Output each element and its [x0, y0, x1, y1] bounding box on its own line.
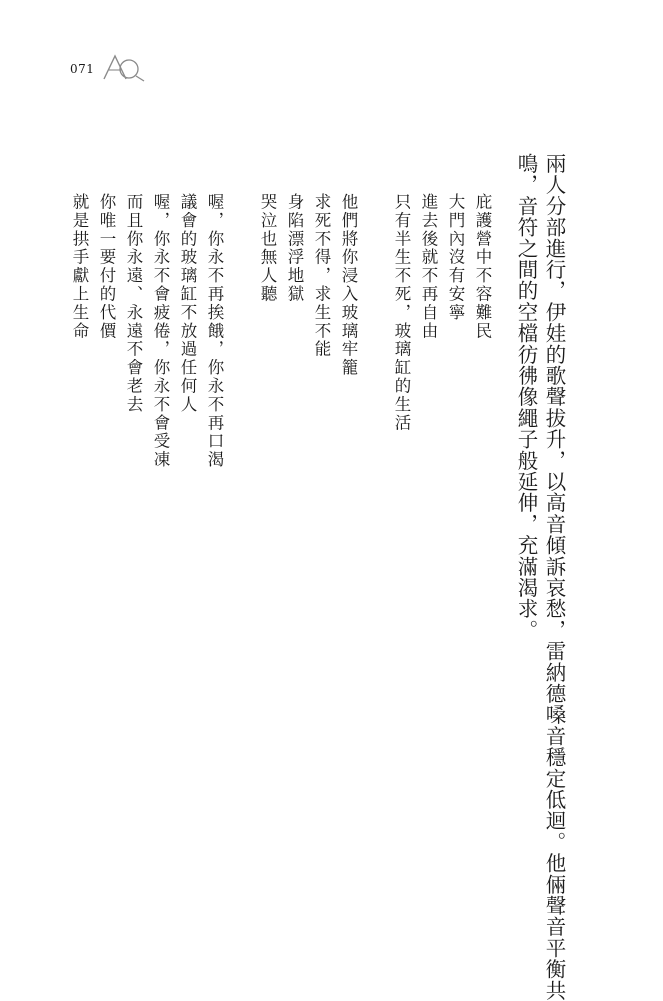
- poem-line: 庇護營中不容難民: [473, 193, 492, 341]
- poem-line: 進去後就不再自由: [419, 193, 438, 341]
- prose-line-1: 兩人分部進行，伊娃的歌聲拔升，以高音傾訴哀愁，雷納德嗓音穩定低迴。他倆聲音平衡共: [542, 153, 566, 1001]
- poem-line: 喔，你永不會疲倦，你永不會受凍: [151, 193, 170, 469]
- prose-line-2: 鳴，音符之間的空檔彷彿像繩子般延伸，充滿渴求。: [514, 153, 538, 641]
- publisher-logo-icon: [100, 52, 148, 82]
- poem-line: 他們將你浸入玻璃牢籠: [339, 193, 358, 377]
- poem-line: 身陷漂浮地獄: [285, 193, 304, 304]
- poem-line: 就是拱手獻上生命: [70, 193, 89, 341]
- poem-line: 大門內沒有安寧: [446, 193, 465, 322]
- poem-line: 只有半生不死，玻璃缸的生活: [392, 193, 411, 433]
- poem-line: 喔，你永不再挨餓，你永不再口渴: [205, 193, 224, 469]
- poem-line: 哭泣也無人聽: [258, 193, 277, 304]
- poem-line: 求死不得，求生不能: [312, 193, 331, 359]
- poem-line: 而且你永遠、永遠不會老去: [124, 193, 143, 414]
- poem-line: 議會的玻璃缸不放過任何人: [178, 193, 197, 414]
- poem-line: 你唯一要付的代價: [97, 193, 116, 341]
- page-number: 071: [70, 62, 95, 76]
